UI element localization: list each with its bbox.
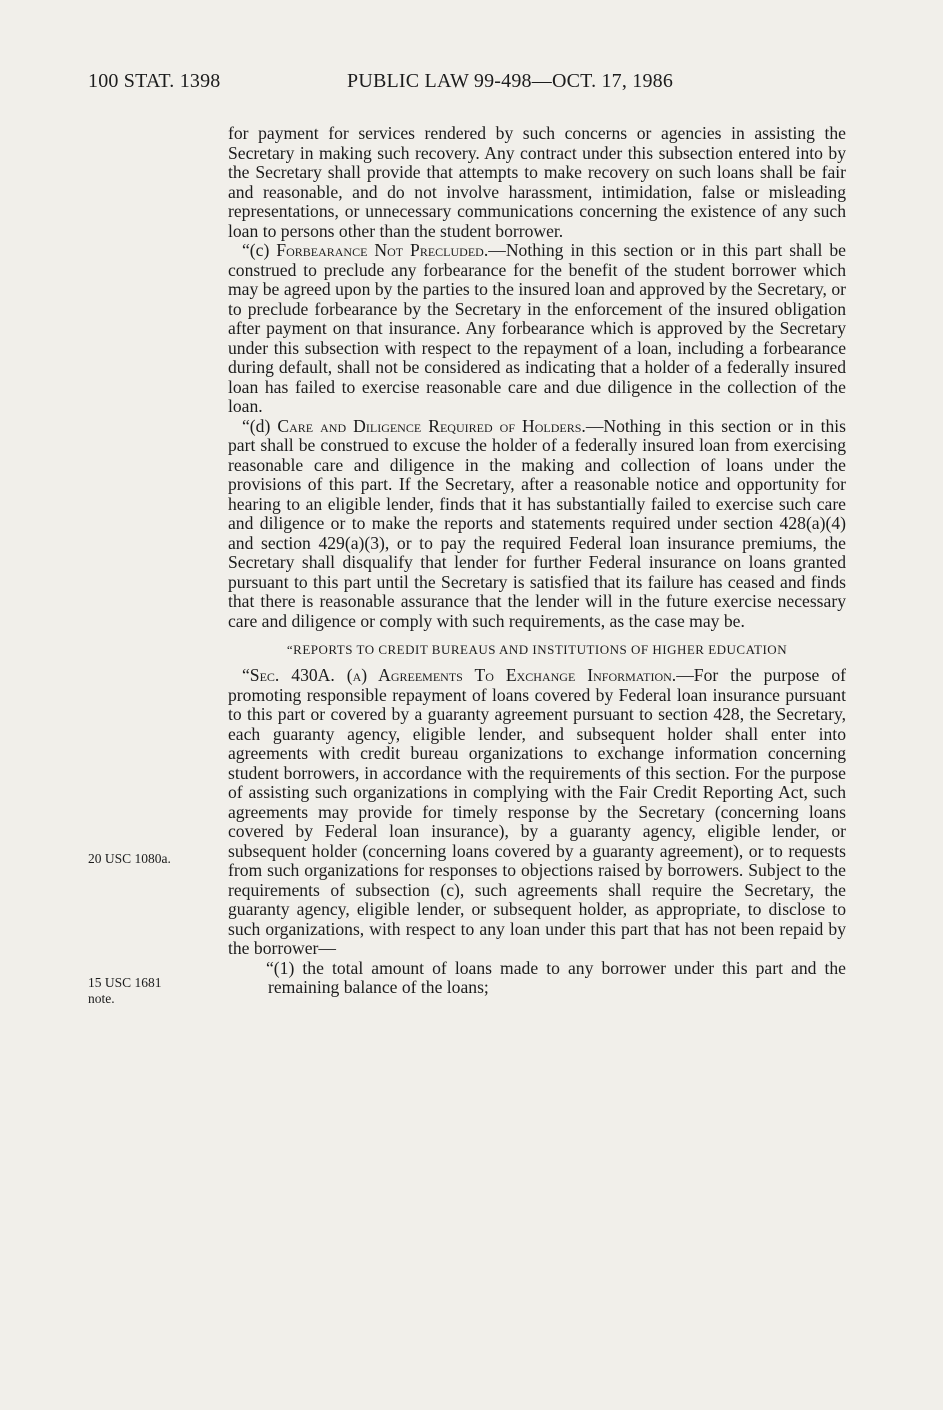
subsection-c-prefix: “(c) <box>242 240 277 260</box>
subsection-d-text: —Nothing in this section or in this part shall be construed to excuse the holder of a federally insured loan from exercising reasonable care and diligence in the making and collection of loans under the provisions of this part. If the Secretary, after a reasonable notice and opportunity for hearing to an eligible lender, finds that it has substantially failed to exercise such care and diligence or to make the reports and statements required under section 428(a)(4) and section 429(a)(3), or to pay the required Federal loan insurance premiums, the Secretary shall disqualify that lender for further Federal insurance on loans granted pursuant to this part until the Secretary is satisfied that its failure has ceased and finds that there is reasonable assurance that the lender will in the future exercise necessary care and diligence or comply with such requirements, as the case may be. <box>228 415 846 631</box>
margin-note-20-usc-1080a: 20 USC 1080a. <box>88 851 171 866</box>
paragraph-continued: for payment for services rendered by such concerns or agencies in assisting the Secretary in making such recovery. Any contract under this subsection entered into by the Secretary shall provide that attempts to make recovery on such loans shall be fair and reasonable, and do not involve harassment, intimidation, false or misleading representations, or unnecessary communications concerning the existence of any such loan to persons other than the student borrower. <box>228 123 846 241</box>
paragraph-item-1: “(1) the total amount of loans made to any borrower under this part and the remaining balance of the loans; <box>266 957 846 997</box>
margin-note-line: note. <box>88 991 115 1006</box>
section-430a-heading: Agreements To Exchange Information. <box>378 665 677 685</box>
stat-reference: 100 STAT. 1398 <box>88 70 221 92</box>
subsection-d-heading: Care and Diligence Required of Holders. <box>277 415 586 436</box>
section-430a-text: —For the purpose of promoting responsible repayment of loans covered by Federal loan insurance pursuant to this part or covered by a guaranty agreement pursuant to section 428, the Secretary, each guaranty agency, eligible lender, and subsequent holder shall enter into agreements with credit bureau organizations to exchange information concerning student borrowers, in accordance with the requirements of this section. For the purpose of assisting such organizations in complying with the Fair Credit Reporting Act, such agreements may provide for timely response by the Secretary (concerning loans covered by Federal loan insurance), by a guaranty agency, eligible lender, or subsequent holder (concerning loans covered by a guaranty agreement), or to requests from such organizations for responses to objections raised by borrowers. Subject to the requirements of subsection (c), such agreements shall require the Secretary, the guaranty agency, eligible lender, or subsequent holder, as appropriate, to disclose to such organizations, with respect to any loan under this part that has not been repaid by the borrower— <box>228 665 846 958</box>
subsection-d-prefix: “(d) <box>242 415 278 436</box>
public-law-reference: PUBLIC LAW 99-498—OCT. 17, 1986 <box>347 70 674 92</box>
subsection-c-text: —Nothing in this section or in this part shall be construed to preclude any forbearance for the benefit of the student borrower which may be agreed upon by the parties to the insured loan and approved by the Secretary, or to preclude forbearance by the Secretary in the enforcement of the insured obligation after payment on that insurance. Any forbearance which is approved by the Secretary under this subsection with respect to the repayment of a loan, including a forbearance during default, shall not be considered as indicating that a holder of a federally insured loan has failed to exercise reasonable care and due diligence in the collection of the loan. <box>228 240 846 416</box>
subsection-d <box>228 417 846 632</box>
margin-note-line: 15 USC 1681 <box>88 975 162 990</box>
section-430a <box>228 666 846 959</box>
section-430a-prefix: “Sec. 430A. (a) <box>242 665 379 685</box>
subsection-c <box>228 241 846 417</box>
margin-note-15-usc-1681 <box>88 975 162 1007</box>
section-heading: “REPORTS TO CREDIT BUREAUS AND INSTITUTIONS OF HIGHER EDUCATION <box>286 642 788 657</box>
body-column <box>228 124 846 998</box>
subsection-c-heading: Forbearance Not Precluded. <box>276 240 489 260</box>
